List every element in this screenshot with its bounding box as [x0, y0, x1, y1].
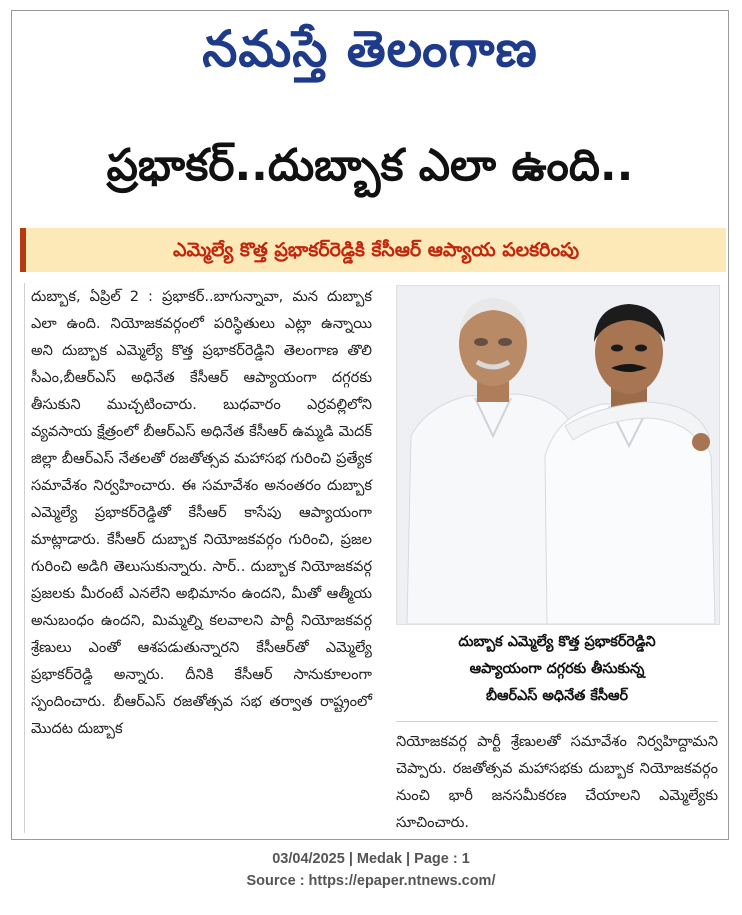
article-photo: [396, 285, 720, 625]
footer-meta: 03/04/2025 | Medak | Page : 1: [272, 851, 470, 867]
article-column-right: [396, 721, 718, 833]
caption-line-1: దుబ్బాక ఎమ్మెల్యే కొత్త ప్రభాకర్‌రెడ్డిని: [458, 634, 656, 650]
newspaper-clipping: [11, 10, 729, 840]
article-column-left: [24, 283, 372, 833]
caption-line-2: ఆప్యాయంగా దగ్గరకు తీసుకున్న: [469, 661, 645, 677]
article-body: దుబ్బాక, ఏప్రిల్‌ 2 : ప్రభాకర్‌..బాగున్నావా, మన దుబ్బాక ఎలా ఉంది. నియోజకవర్గంలో పరిస్థితులు ఎట్లా ఉన్నాయి అని దుబ్బాక ఎమ్మెల్యే కొత్త ప్రభాకర్‌రెడ్డిని తెలంగాణ తొలి సీఎం,బీఆర్‌ఎస్‌ అధినేత కేసీఆర్‌ ఆప్యాయంగా దగ్గరకు తీసుకుని ముచ్చటించారు. బుధవారం ఎర్రవల్లిలోని వ్యవసాయ క్షేత్రంలో బీఆర్‌ఎస్‌ అధినేత కేసీఆర్‌ ఉమ్మడి మెదక్‌ జిల్లా బీఆర్‌ఎస్‌ నేతలతో రజతోత్సవ మహాసభ గురించి ప్రత్యేక సమావేశం నిర్వహించారు. ఈ సమావేశం అనంతరం దుబ్బాక ఎమ్మెల్యే ప్రభాకర్‌రెడ్డితో కేసీఆర్‌ కాసేపు ఆప్యాయంగా మాట్లాడారు. కేసీఆర్‌ దుబ్బాక నియోజకవర్గం గురించి, ప్రజల గురించి అడిగి తెలుసుకున్నారు. సార్‌.. దుబ్బాక నియోజకవర్గ ప్రజలకు మీరంటే ఎనలేని అభిమానం ఉందని, మీతో ఆత్మీయ అనుబంధం ఉందని, మిమ్మల్ని కలవాలని పార్టీ నియోజకవర్గ శ్రేణులు ఎంతో ఆశపడుతున్నారని కేసీఆర్‌తో ఎమ్మెల్యే ప్రభాకర్‌రెడ్డి అన్నారు. దీనికి కేసీఆర్‌ సానుకూలంగా స్పందించారు. బీఆర్‌ఎస్‌ రజతోత్సవ సభ తర్వాత రాష్ట్రంలో మొదట దుబ్బాక: [31, 288, 372, 737]
caption-line-3: బీఆర్‌ఎస్‌ అధినేత కేసీఆర్‌: [485, 688, 629, 704]
headline: ప్రభాకర్..దుబ్బాక ఎలా ఉంది..: [106, 140, 634, 191]
article-continuation: నియోజకవర్గ పార్టీ శ్రేణులతో సమావేశం నిర్వహిద్దామని చెప్పారు. రజతోత్సవ మహాసభకు దుబ్బాక నియోజకవర్గం నుంచి భారీ జనసమీకరణ చేయాలని ఎమ్మెల్యేకు సూచించారు.: [396, 733, 718, 831]
masthead-logo: నమస్తే తెలంగాణ: [202, 19, 538, 78]
photo-caption: [396, 629, 718, 713]
footer-source: Source : https://epaper.ntnews.com/: [246, 873, 496, 889]
subhead-banner: [20, 228, 726, 272]
footer: [0, 848, 742, 892]
subhead: ఎమ్మెల్యే కొత్త ప్రభాకర్‌రెడ్డికి కేసీఆర్‌ ఆప్యాయ పలకరింపు: [172, 239, 580, 261]
